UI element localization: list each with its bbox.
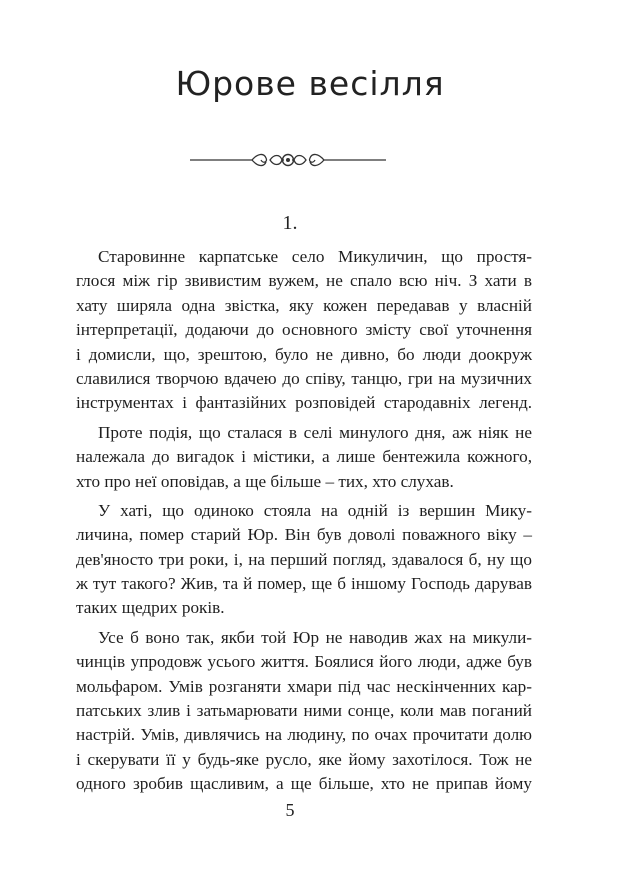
chapter-body [76, 245, 532, 802]
chapter-number: 1. [282, 212, 298, 234]
text-line: Старовинне карпатське село Микуличин, що простя- [98, 247, 532, 266]
text-line: хату ширяла одна звістка, яку кожен передавав у власній [76, 295, 532, 315]
paragraph [76, 626, 532, 797]
ornamental-divider-icon [190, 147, 386, 173]
text-line: інструментах і фантазійних розповідей стародавніх легенд. [76, 393, 532, 413]
text-line: ж тут такого? Жив, та й помер, ще б іншому Господь дарував [76, 574, 532, 594]
text-line: таких щедрих років. [76, 598, 225, 618]
page-number: 5 [285, 800, 295, 820]
text-line: і скерувати її у будь-яке русло, яке йому захотілося. Тож не [76, 749, 532, 769]
text-line: личина, помер старий Юр. Він був доволі поважного віку – [76, 525, 532, 545]
text-line: славилися творчою вдачею до співу, танцю, гри на музичних [76, 368, 532, 388]
text-line: патських злив і затьмарювати ними сонце, коли мав поганий [76, 701, 532, 721]
text-line: одного зробив щасливим, а ще більше, хто не припав йому [76, 774, 532, 794]
text-line: інтерпретації, додаючи до основного змісту свої уточнення [76, 320, 532, 340]
text-line: мольфаром. Умів розганяти хмари під час нескінченних кар- [76, 676, 532, 696]
text-line: глося між гір звивистим вужем, не спало всю ніч. З хати в [76, 271, 532, 291]
chapter-title: Юрове весілля [175, 64, 445, 103]
text-line: Усе б воно так, якби той Юр не наводив жах на микули- [98, 627, 532, 647]
text-line: дев'яносто три роки, і, на перший погляд, здавалося б, ну що [76, 549, 532, 569]
paragraph [76, 245, 532, 416]
paragraph [76, 421, 532, 494]
paragraph [76, 499, 532, 621]
text-line: настрій. Умів, дивлячись на людину, по очах прочитати долю [76, 725, 532, 745]
text-line: хто про неї оповідав, а ще більше – тих, хто слухав. [76, 471, 454, 491]
text-line: чинців упродовж усього життя. Боялися його люди, адже був [76, 652, 532, 672]
text-line: Проте подія, що сталася в селі минулого дня, аж ніяк не [98, 422, 532, 442]
text-line: і домисли, що, зрештою, було не дивно, бо люди доокруж [76, 344, 532, 364]
text-line: належала до вигадок і містики, а лише бентежила кожного, [76, 447, 532, 467]
text-line: У хаті, що одиноко стояла на одній із вершин Мику- [98, 500, 532, 520]
